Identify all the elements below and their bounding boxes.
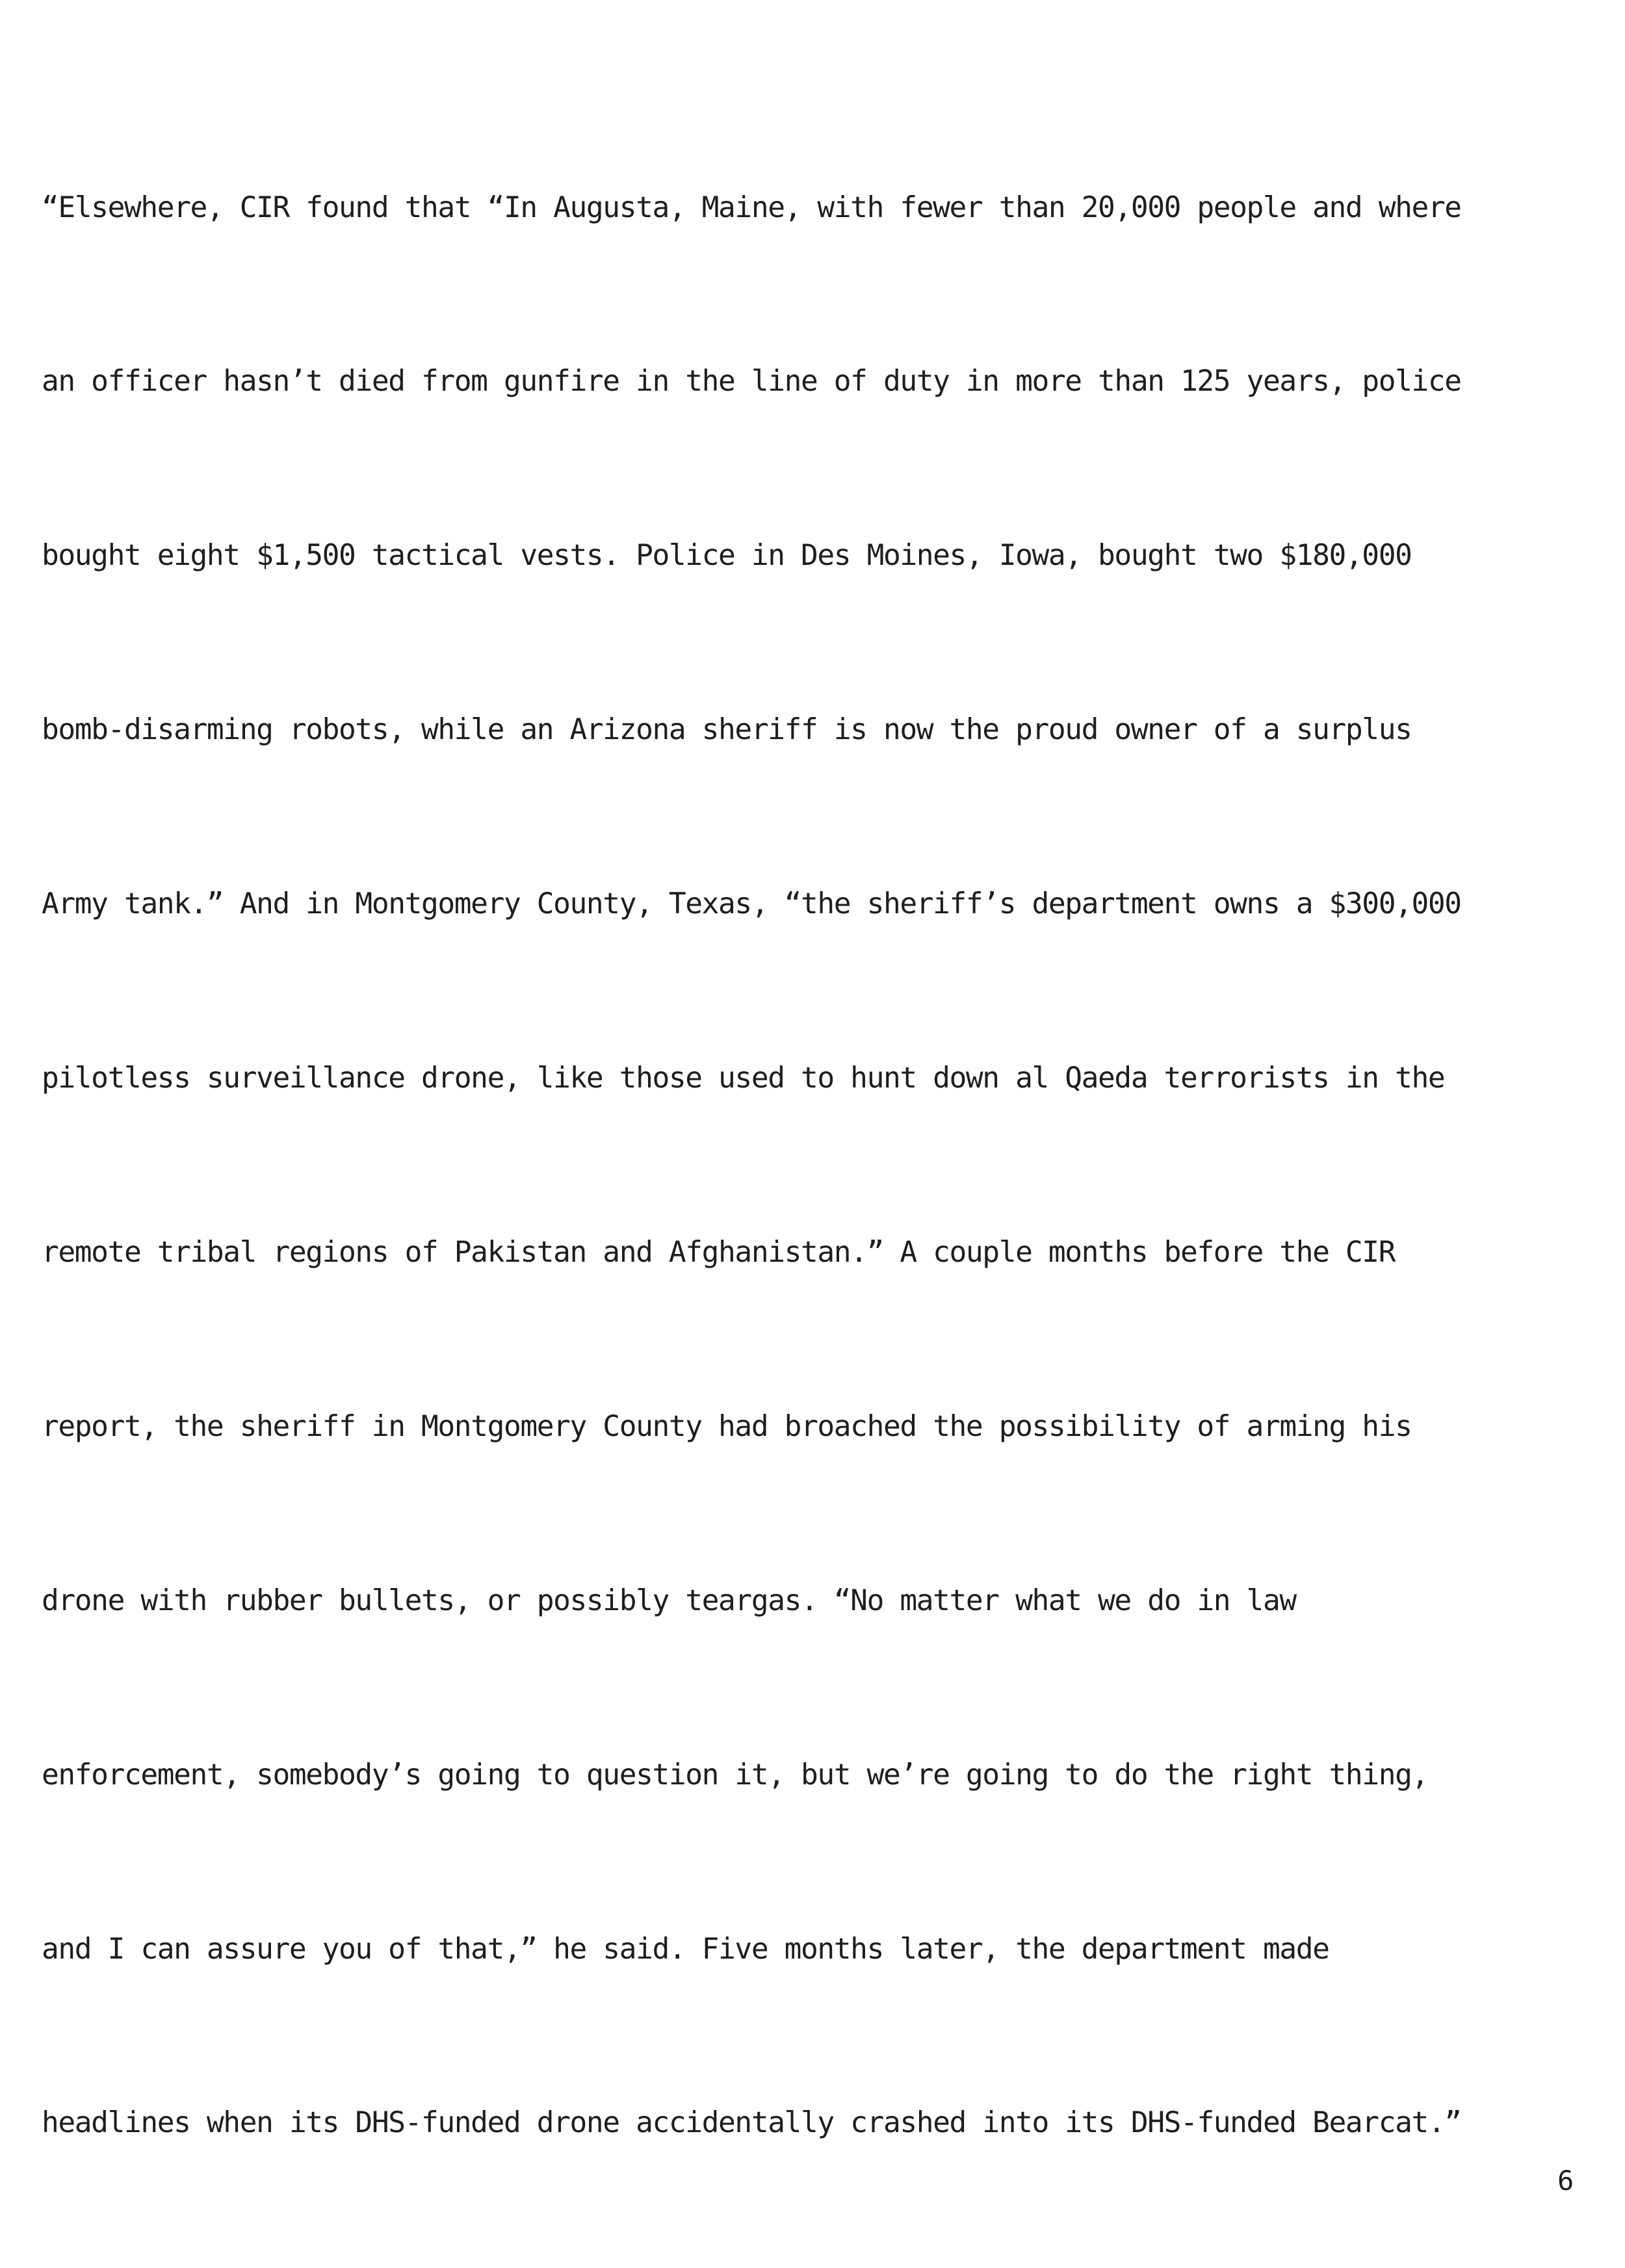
text-line-8: report, the sheriff in Montgomery County had broached the possibility of arming his [42,1409,1412,1443]
text-line-4: bomb-disarming robots, while an Arizona sheriff is now the proud owner of a surplus [42,713,1412,747]
text-line-6: pilotless surveillance drone, like those used to hunt down al Qaeda terrorists in the [42,1062,1445,1095]
page-number: 6 [1557,2165,1574,2196]
text-line-7: remote tribal regions of Pakistan and Afghanistan.” A couple months before the CIR [42,1235,1396,1269]
text-line-3: bought eight $1,500 tactical vests. Police in Des Moines, Iowa, bought two $180,000 [42,539,1412,573]
text-line-9: drone with rubber bullets, or possibly teargas. “No matter what we do in law [42,1584,1296,1617]
text-line-1: “Elsewhere, CIR found that “In Augusta, Maine, with fewer than 20,000 people and where [42,190,1461,224]
text-line-5: Army tank.” And in Montgomery County, Texas, “the sheriff’s department owns a $300,000 [42,887,1461,921]
text-line-12: headlines when its DHS-funded drone accidentally crashed into its DHS-funded Bearcat.” [42,2106,1461,2140]
text-line-10: enforcement, somebody’s going to question it, but we’re going to do the right thing, [42,1758,1428,1792]
text-line-2: an officer hasn’t died from gunfire in the line of duty in more than 125 years, police [42,365,1461,398]
body-paragraph [42,62,1461,2268]
text-line-11: and I can assure you of that,” he said. Five months later, the department made [42,1932,1329,1966]
